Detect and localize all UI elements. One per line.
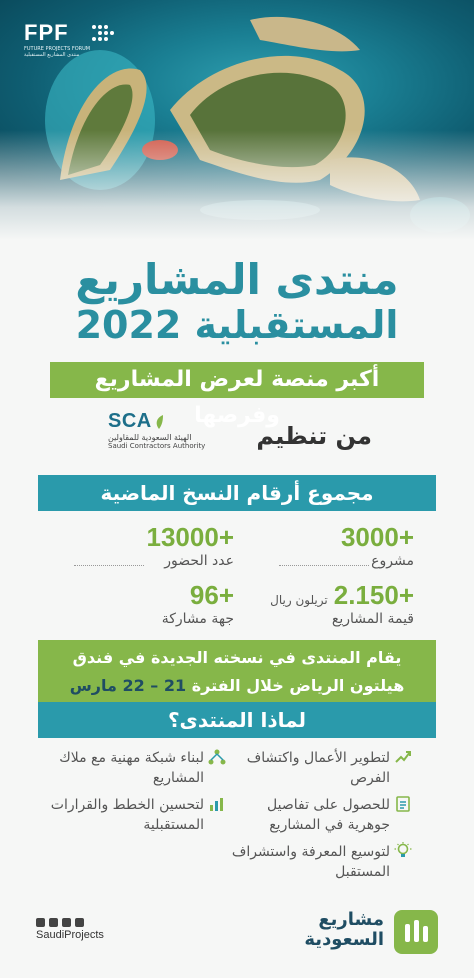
stat-label: عدد الحضور (164, 553, 234, 569)
stat-unit: تريلون ريال (270, 593, 328, 607)
hero-island-image (0, 0, 474, 240)
bulb-icon (394, 842, 412, 860)
stat-label: قيمة المشاريع (331, 611, 414, 627)
stat-value: +3000 (340, 522, 414, 552)
footer-social (36, 918, 104, 941)
fpf-sub-ar: منتدى المشاريع المستقبلية (24, 52, 80, 58)
brand-line2: السعودية (304, 929, 384, 950)
venue-line1: يقام المنتدى في نسخته الجديدة في فندق (72, 648, 402, 667)
venue-line2-text: هيلتون الرياض خلال الفترة (191, 676, 405, 695)
fpf-arrows-icon (90, 23, 118, 43)
stat-value: +2.150 (333, 580, 414, 610)
why-heading: لماذا المنتدى؟ (38, 702, 436, 738)
stat-label: جهة مشاركة (161, 611, 234, 627)
stat-value: +13000 (146, 522, 234, 552)
fpf-sub-en: FUTURE PROJECTS FORUM (24, 46, 91, 52)
brand-mark-icon (394, 910, 438, 954)
venue-date: 21 – 22 مارس (69, 676, 187, 695)
bars-icon (394, 910, 438, 954)
chart-icon (208, 795, 226, 813)
sca-logo-text: SCA (108, 410, 152, 432)
facebook-icon[interactable] (62, 918, 71, 927)
why-item (230, 748, 412, 788)
why-item-text: لبناء شبكة مهنية مع ملاك المشاريع (59, 750, 204, 786)
why-item-text: للحصول على تفاصيل جوهرية في المشاريع (267, 797, 390, 833)
why-item (34, 795, 226, 835)
why-item-text: لتطوير الأعمال واكتشاف الفرص (246, 750, 390, 786)
stat-value-total (234, 580, 414, 628)
why-item-text: لتحسين الخطط والقرارات المستقبلية (50, 797, 204, 833)
leaf-icon (154, 415, 164, 429)
page-title-line2: المستقبلية 2022 (75, 303, 399, 347)
fpf-logo (24, 20, 114, 60)
growth-icon (394, 748, 412, 766)
instagram-icon[interactable] (49, 918, 58, 927)
venue-line2 (38, 672, 436, 700)
sca-english-name: Saudi Contractors Authority (108, 442, 206, 450)
network-icon (208, 748, 226, 766)
stats-heading: مجموع أرقام النسخ الماضية (38, 475, 436, 511)
hero-fade (0, 130, 474, 240)
youtube-icon[interactable] (36, 918, 45, 927)
fpf-logo-text: FPF (24, 20, 69, 45)
divider (279, 565, 369, 566)
document-icon (394, 795, 412, 813)
sca-logo (108, 410, 208, 460)
brand-text (304, 910, 384, 950)
brand-line1: مشاريع (318, 909, 384, 930)
social-handle[interactable]: SaudiProjects (36, 929, 104, 941)
why-item-text: لتوسيع المعرفة واستشراف المستقبل (231, 844, 390, 880)
sca-arabic-name: الهيئة السعودية للمقاولين (108, 433, 192, 442)
stat-projects (254, 522, 414, 570)
why-item (230, 842, 412, 882)
organizer-label: من تنظيم (256, 422, 372, 450)
stat-participants (54, 580, 234, 628)
stat-label: مشروع (371, 553, 414, 569)
tagline-banner: أكبر منصة لعرض المشاريع وفرصها (50, 362, 424, 398)
page-title-line1: منتدى المشاريع (75, 255, 399, 304)
venue-banner (38, 640, 436, 702)
social-icons (36, 918, 104, 927)
why-item (34, 748, 226, 788)
why-item (230, 795, 412, 835)
stat-value: +96 (189, 580, 234, 610)
twitter-icon[interactable] (75, 918, 84, 927)
stat-attendees (54, 522, 234, 570)
divider (74, 565, 144, 566)
saudi-projects-logo (278, 908, 438, 958)
